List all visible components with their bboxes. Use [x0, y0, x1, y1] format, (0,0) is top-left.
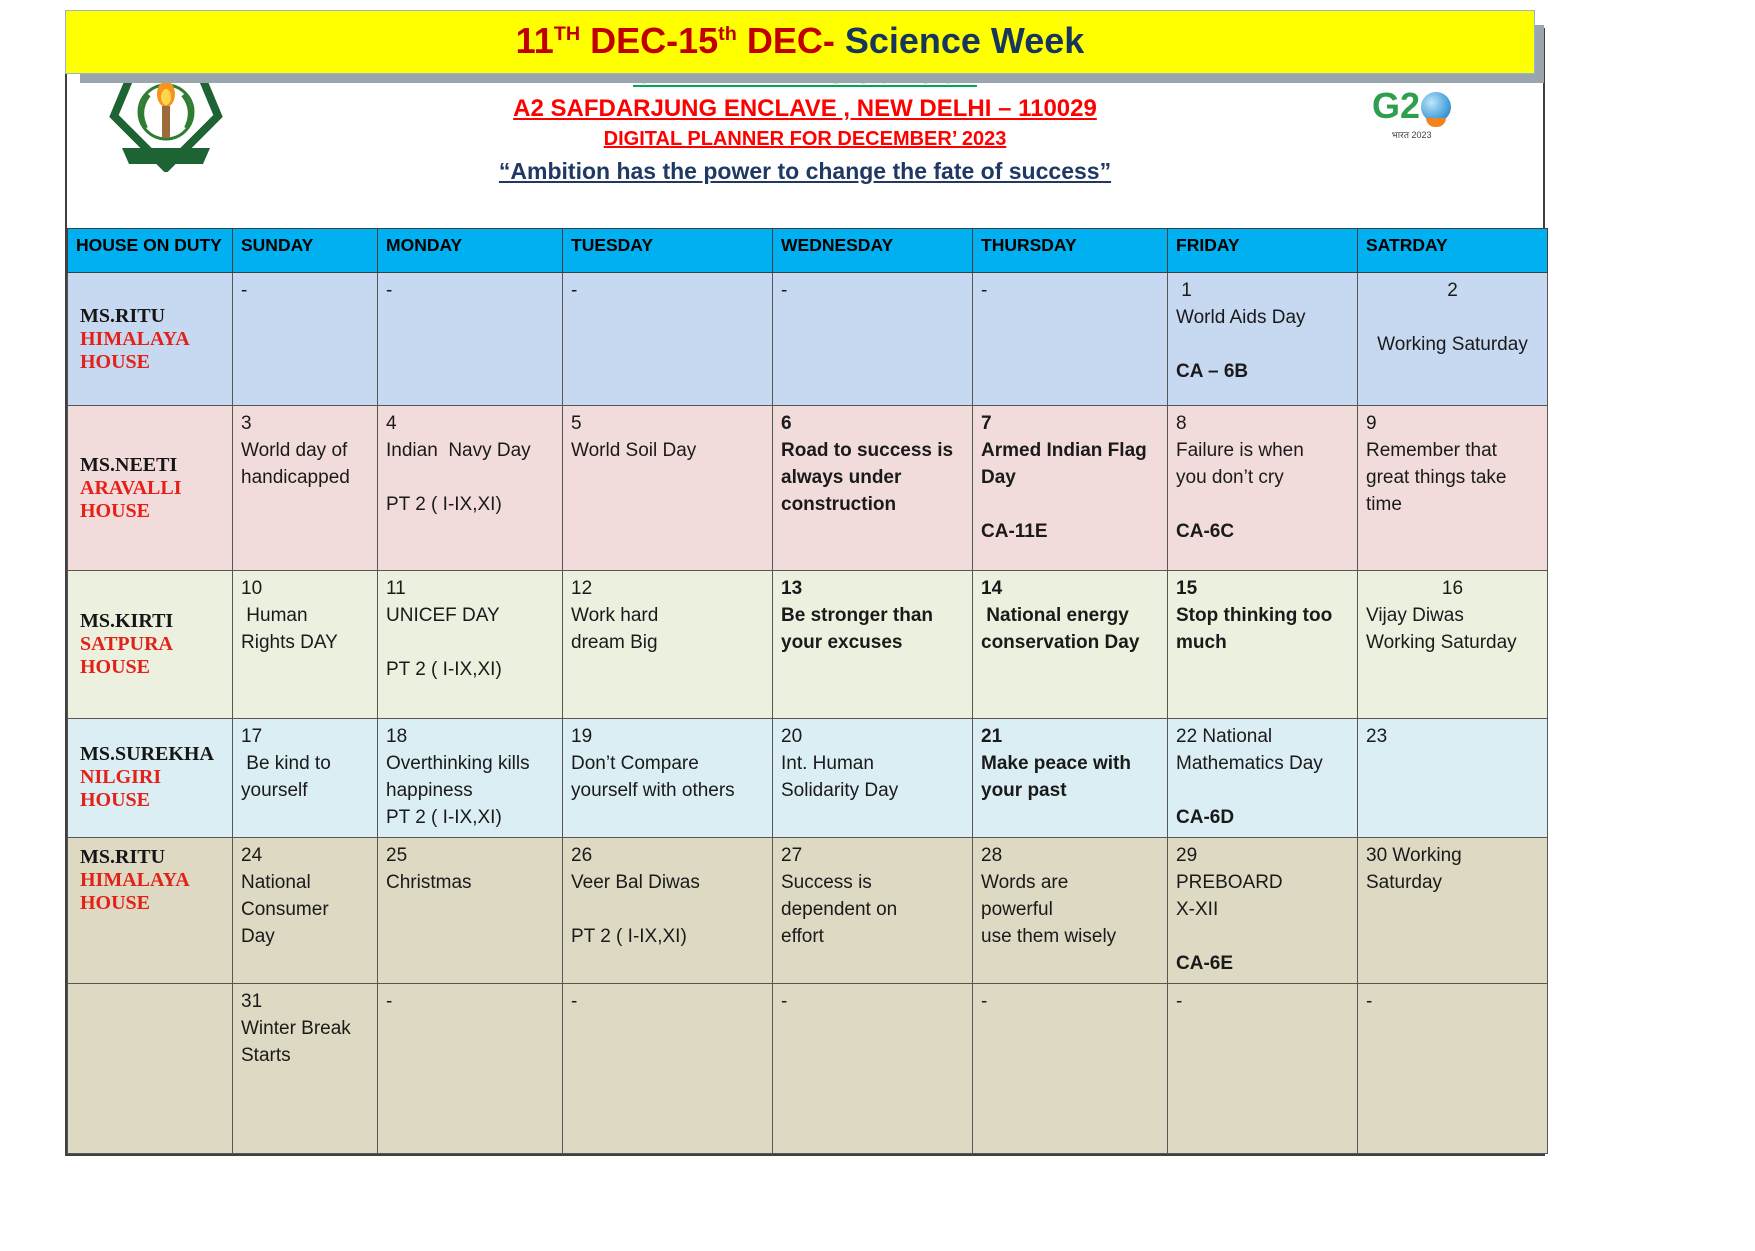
day-cell: -: [563, 983, 773, 1153]
day-cell: -: [233, 273, 378, 406]
teacher-name: MS.KIRTI: [80, 610, 174, 632]
week-row: [68, 571, 1548, 719]
week-row: [68, 983, 1548, 1153]
day-cell: 2 Working Saturday: [1358, 273, 1548, 406]
day-cell: 1 World Aids Day CA – 6B: [1168, 273, 1358, 406]
day-cell: -: [1358, 983, 1548, 1153]
day-cell: 9 Remember that great things take time: [1358, 406, 1548, 571]
column-header-tuesday: TUESDAY: [563, 229, 773, 273]
day-cell: 22 National Mathematics Day CA-6D: [1168, 719, 1358, 838]
day-cell: 28 Words are powerful use them wisely: [973, 837, 1168, 983]
planner-document: [65, 28, 1545, 1156]
day-cell: 24 National Consumer Day: [233, 837, 378, 983]
column-header-sunday: SUNDAY: [233, 229, 378, 273]
teacher-name: MS.SUREKHA: [80, 743, 214, 766]
day-cell: 19 Don’t Compare yourself with others: [563, 719, 773, 838]
day-cell: -: [773, 273, 973, 406]
house-name: ARAVALLI HOUSE: [80, 476, 182, 522]
g20-globe-icon: [1421, 92, 1451, 122]
column-header-thursday: THURSDAY: [973, 229, 1168, 273]
day-cell: 8 Failure is when you don’t cry CA-6C: [1168, 406, 1358, 571]
motto-quote: “Ambition has the power to change the fate of success”: [498, 158, 1112, 184]
day-cell: 7 Armed Indian Flag Day CA-11E: [973, 406, 1168, 571]
day-cell: 14 National energy conservation Day: [973, 571, 1168, 719]
house-on-duty-cell: [68, 571, 233, 719]
day-cell: 29 PREBOARD X-XII CA-6E: [1168, 837, 1358, 983]
school-crest-logo: [97, 64, 235, 172]
day-cell: 18 Overthinking kills happiness PT 2 ( I-IX,XI): [378, 719, 563, 838]
house-name: SATPURA HOUSE: [80, 633, 172, 678]
day-cell: 3 World day of handicapped: [233, 406, 378, 571]
column-header-satrday: SATRDAY: [1358, 229, 1548, 273]
teacher-name: MS.RITU: [80, 304, 166, 327]
day-cell: 26 Veer Bal Diwas PT 2 ( I-IX,XI): [563, 837, 773, 983]
day-cell: 27 Success is dependent on effort: [773, 837, 973, 983]
teacher-name: MS.NEETI: [80, 453, 178, 476]
science-week-text: 11TH DEC-15th DEC- Science Week: [515, 20, 1085, 61]
day-cell: -: [773, 983, 973, 1153]
day-cell: 5 World Soil Day: [563, 406, 773, 571]
week-row: [68, 406, 1548, 571]
day-cell: 16 Vijay Diwas Working Saturday: [1358, 571, 1548, 719]
day-cell: 12 Work hard dream Big: [563, 571, 773, 719]
day-cell: 4 Indian Navy Day PT 2 ( I-IX,XI): [378, 406, 563, 571]
g20-text: G2: [1371, 85, 1420, 126]
school-address: A2 SAFDARJUNG ENCLAVE , NEW DELHI – 110029: [513, 95, 1097, 122]
day-cell: 23: [1358, 719, 1548, 838]
day-cell: 30 Working Saturday: [1358, 837, 1548, 983]
teacher-name: MS.RITU: [80, 845, 166, 868]
planner-table: [67, 228, 1548, 1154]
house-name: HIMALAYA HOUSE: [80, 868, 189, 914]
house-name: NILGIRI HOUSE: [80, 766, 162, 812]
house-on-duty-cell: [68, 719, 233, 838]
day-cell: 21 Make peace with your past: [973, 719, 1168, 838]
day-cell: -: [378, 273, 563, 406]
column-header-house-on-duty: HOUSE ON DUTY: [68, 229, 233, 273]
day-cell: 25 Christmas: [378, 837, 563, 983]
house-on-duty-cell: [68, 837, 233, 983]
day-cell: 17 Be kind to yourself: [233, 719, 378, 838]
g20-logo: [1371, 85, 1451, 141]
column-header-monday: MONDAY: [378, 229, 563, 273]
day-cell: 11 UNICEF DAY PT 2 ( I-IX,XI): [378, 571, 563, 719]
day-cell: 10 Human Rights DAY: [233, 571, 378, 719]
day-cell: 31 Winter Break Starts: [233, 983, 378, 1153]
house-name: HIMALAYA HOUSE: [80, 327, 189, 373]
planner-title: DIGITAL PLANNER FOR DECEMBER’ 2023: [603, 128, 1007, 150]
science-week-banner: [65, 10, 1535, 74]
day-cell: 20 Int. Human Solidarity Day: [773, 719, 973, 838]
week-row: [68, 273, 1548, 406]
column-header-wednesday: WEDNESDAY: [773, 229, 973, 273]
house-on-duty-cell: [68, 983, 233, 1153]
day-cell: 6 Road to success is always under construction: [773, 406, 973, 571]
day-cell: -: [973, 983, 1168, 1153]
house-on-duty-cell: [68, 406, 233, 571]
day-cell: 13 Be stronger than your excuses: [773, 571, 973, 719]
house-on-duty-cell: [68, 273, 233, 406]
day-cell: -: [378, 983, 563, 1153]
day-cell: -: [563, 273, 773, 406]
day-cell: -: [1168, 983, 1358, 1153]
day-cell: 15 Stop thinking too much: [1168, 571, 1358, 719]
day-cell: -: [973, 273, 1168, 406]
g20-subtext: भारत 2023: [1391, 130, 1432, 140]
week-row: [68, 837, 1548, 983]
column-header-friday: FRIDAY: [1168, 229, 1358, 273]
week-row: [68, 719, 1548, 838]
